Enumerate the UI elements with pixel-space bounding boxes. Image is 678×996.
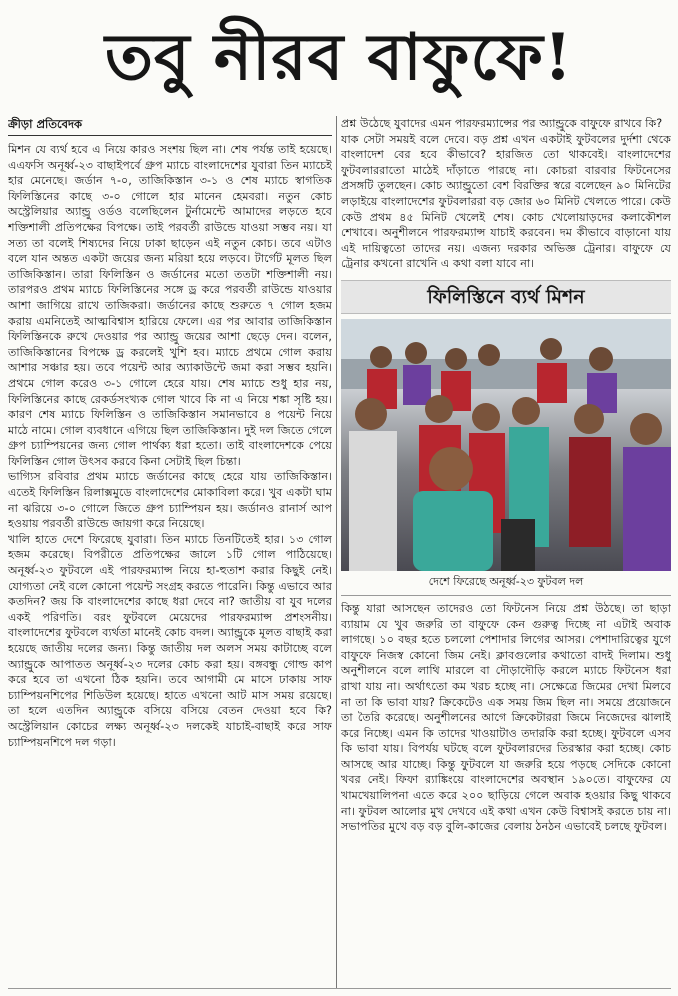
body-paragraph: ভাগ্যিস রবিবার প্রথম ম্যাচে জর্ডানের কাছে হেরে যায় তাজিকিস্তান। এতেই ফিলিস্তিন রিলাক্সমুডে বাংলাদেশের মোকাবিলা করে। খুব একটা ঘাম না ঝরিয়ে ৩-০ গোলে জিতে গ্রুপ চ্যাম্পিয়ন হয়। জর্ডানও রানার্স আপ হওয়ায় পরবর্তী রাউন্ডে জায়গা করে নিয়েছে। xyxy=(8,470,332,531)
body-paragraph: মিশন যে ব্যর্থ হবে এ নিয়ে কারও সংশয় ছিল না। শেষ পর্যন্ত তাই হয়েছে। এএফসি অনূর্ধ্ব-২৩ বাছাইপর্বে গ্রুপ ম্যাচে বাংলাদেশের যুবারা তিন ম্যাচেই হার মেনেছে। জর্ডান ৭-০, তাজিকিস্তান ৩-১ ও শেষ ম্যাচে স্বাগতিক ফিলিস্তিনের কাছে ৩-০ গোলে হার মানেন হেমবরা। নতুন কোচ অস্ট্রেলিয়ার অ্যান্ড্রু ওর্ডও বলেছিলেন টুর্নামেন্টে আমাদের লড়তে হবে শক্তিশালী প্রতিপক্ষের বিপক্ষে। তাই পরবর্তী রাউন্ডে যাওয়া সম্ভব নয়। যা সত্য তা বলেই শিষ্যদের নিয়ে ঢাকা ছাড়েন এই নতুন কোচ। তবে এটাও বলে যান অন্তত একটা জয়ের জন্য মরিয়া হয়ে লড়বে। টার্গেট মূলত ছিল তাজিকিস্তান। তারা ফিলিস্তিন ও জর্ডানের মতো ততটা শক্তিশালী নয়। তারপরও প্রথম ম্যাচে ফিলিস্তিনের সঙ্গে ড্র করে পরবর্তী রাউন্ডে যাওয়ার আশা জাগিয়ে রাখে তাজিকরা। জর্ডানের কাছে শুরুতে ৭ গোল হজম করায় এমনিতেই আত্মবিশ্বাস হারিয়ে ফেলে। এর পর আবার তাজিকিস্তান ফিলিস্তিনকে রুখে দেওয়ার পর অ্যান্ড্রু জয়ের আশা ছেড়ে দেন। বলেন, তাজিকিস্তানের বিপক্ষে ড্র করলেই খুশি হব। ম্যাচে প্রথমে গোল করায় আশার সঞ্চার হয়। তবে পয়েন্ট আর অ্যাকাউন্টে জমা করা সম্ভব হয়নি। প্রথমে গোল করেও ৩-১ গোলে হেরে যায়। শেষ ম্যাচে শুধু হার নয়, ফিলিস্তিনের কাছে রেকর্ডসংখ্যক গোল খাবে কি না এ নিয়ে শঙ্কা সৃষ্টি হয়। কারণ শেষ ম্যাচে ফিলিস্তিন ও তাজিকিস্তান সমানভাবে ৪ পয়েন্ট নিয়ে মাঠে নামে। গোল ব্যবধানে এগিয়ে ছিল তাজিকিস্তান। দুই দল জিতে গেলে গ্রুপ চ্যাম্পিয়নের জন্য গোল পার্থক্য ধরা হতো। তাই বাংলাদেশকে পেয়ে ফিলিস্তিন গোল উৎসব করবে কিনা সেটাই ছিল চিন্তা। xyxy=(8,143,332,468)
headline: তবু নীরব বাফুফে! xyxy=(104,20,574,95)
body-paragraph: খালি হাতে দেশে ফিরেছে যুবারা। তিন ম্যাচে তিনটিতেই হার। ১৩ গোল হজম করেছে। বিপরীতে প্রতিপক্ষের জালে ১টি গোল পাঠিয়েছে। অনূর্ধ্ব-২৩ ফুটবলে এই পারফরম্যান্স নিয়ে হা-হুতাশ করার কিছুই নেই। যোগ্যতা নেই বলে কোনো পয়েন্ট সংগ্রহ করতে পারেনি। কিন্তু এভাবে আর কতদিন? জয় কি বাংলাদেশের কাছে ধরা দেবে না? জাতীয় বা যুব দলের একই পরিণতি। বরং ফুটবলে মেয়েদের পারফরম্যান্স প্রশংসনীয়। বাংলাদেশের ফুটবলে ব্যর্থতা মানেই কোচ বদল। অ্যান্ড্রুকে মূলত বাছাই করা হয়েছে জাতীয় দলের জন্য। কিন্তু জাতীয় দল অলস সময় কাটাচ্ছে বলে অ্যান্ড্রুকে আপাতত অনূর্ধ্ব-২৩ দলের কোচ করা হয়। বঙ্গবন্ধু গোল্ড কাপ করে হবে তা এখনো ঠিক হয়নি। তবে আগামী মে মাসে ঢাকায় সাফ চ্যাম্পিয়নশিপের শিডিউল হয়েছে। হাতে এখনো আট মাস সময় রয়েছে। তা হলে এতদিন অ্যান্ড্রুকে বসিয়ে বসিয়ে বেতন দেওয়া হবে কি? অস্ট্রেলিয়ান কোচের লক্ষ্য অনূর্ধ্ব-২৩ দলকেই যাচাই-বাছাই করে সাফ চ্যাম্পিয়নশিপে দল গড়া। xyxy=(8,532,332,749)
body-paragraph: কিন্তু যারা আসছেন তাদেরও তো ফিটনেস নিয়ে প্রশ্ন উঠছে। তা ছাড়া ব্যায়াম যে খুব জরুরি তা বাফুফে কেন গুরুত্ব দিচ্ছে না এটাই অবাক লাগছে। ১০ বছর হতে চললো পেশাদার লিগের আসর। পেশাদারিত্বের যুগে বাফুফে নিজস্ব কোনো জিম নেই। ক্লাবগুলোর কথাতো বাদই দিলাম। শুধু অনুশীলনে বলে লাথি মারলে বা দৌড়াদৌড়ি করলে ম্যাচে ফিটনেস ধরা রাখা যায় না। অর্থাৎতো কম খরচ হচ্ছে না। সেক্ষেত্রে জিমের দেখা মিলবে না তা কি ভাবা যায়? ক্রিকেটেও এক সময় জিম ছিল না। সময়ে প্রয়োজনে তা তৈরি করেছে। অনুশীলনের আগে ক্রিকেটাররা জিমে নিজেদের ঝালাই করে নিচ্ছে। এমন কি তাদের খাওয়াটাও তদারকি করা হচ্ছে। ফুটবলে এসব কি ভাবা যায়। বিপর্যয় ঘটছে বলে ফুটবলারদের তিরস্কার করা হচ্ছে। কোচ আসছে আর যাচ্ছে। কিন্তু ফুটবলে যা জরুরি হয়ে পড়ছে সেদিকে কোনো খবর নেই। ফিফা র‌্যাঙ্কিংয়ে বাংলাদেশের অবস্থান ১৯০তে। বাফুফের যে খামখেয়ালিপনা এতে করে ২০০ ছাড়িয়ে গেলে অবাক হওয়ার কিছু থাকবে না। ফুটবল আলোর মুখ দেখবে এই কথা এখন কেউ বিশ্বাসই করতে চায় না। সভাপতির মুখে বড় বড় বুলি-কাজের বেলায় ঠনঠন এভাবেই চলছে ফুটবল। xyxy=(341,601,671,834)
body-paragraph: প্রশ্ন উঠেছে যুবাদের এমন পারফরম্যান্সের পর অ্যান্ড্রুকে বাফুফে রাখবে কি? xyxy=(341,117,663,130)
left-column xyxy=(8,116,332,988)
column-divider xyxy=(336,116,337,988)
subheading: ফিলিস্তিনে ব্যর্থ মিশন xyxy=(341,280,671,314)
team-photo-illustration xyxy=(341,319,671,571)
bottom-rule xyxy=(8,988,671,989)
photo-caption: দেশে ফিরেছে অনূর্ধ্ব-২৩ ফুটবল দল xyxy=(341,571,671,596)
right-column xyxy=(341,116,671,988)
body-paragraph: যাক সেটা সময়ই বলে দেবে। বড় প্রশ্ন এখন একটাই ফুটবলের দুর্দশা থেকে বাংলাদেশ বের হবে কীভাবে? হারজিত তো থাকবেই। বাংলাদেশের ফুটবলাররাতো মাঠেই দাঁড়াতে পারছে না। কোচরা বারবার ফিটনেসের প্রসঙ্গটি তুলছেন। কোচ অ্যান্ড্রুতো বেশ বিরক্তির স্বরে বলেছেন ৯০ মিনিটের লড়াইয়ে বাংলাদেশের ফুটবলাররা বড় জোর ৬০ মিনিট খেলতে পারে। কেউ কেউ প্রথম ৪৫ মিনিট খেলেই শেষ। কোচ খেলোয়াড়দের কলাকৌশল শেখাবে। অনুশীলনে পারফরম্যান্স যাচাই করবেন। দম কীভাবে বাড়ানো যায় এই দায়িত্বতো তাদের নয়। এজন্য দরকার অভিজ্ঞ ট্রেনার। বাফুফে যে ট্রেনার কখনো রাখেনি এ কথা বলা যাবে না। xyxy=(341,132,671,271)
byline: ক্রীড়া প্রতিবেদক xyxy=(8,116,332,136)
team-photo xyxy=(341,319,671,571)
